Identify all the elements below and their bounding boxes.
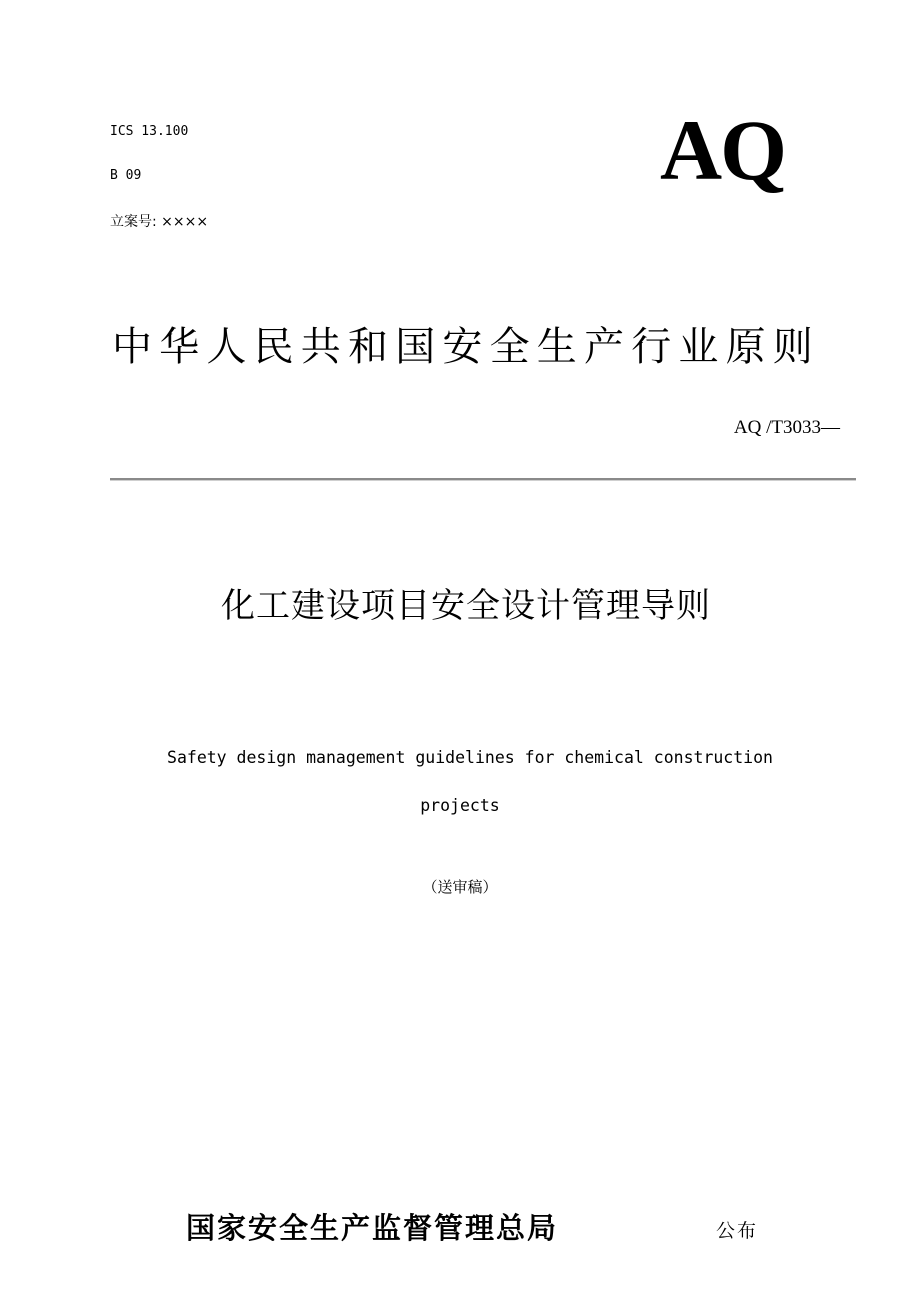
standard-number: AQ /T3033—	[733, 417, 840, 438]
standard-type-heading: 中华人民共和国安全生产行业原则	[112, 324, 820, 370]
draft-status: （送审稿）	[422, 878, 498, 896]
classification-code: B 09	[110, 168, 142, 183]
filing-number: 立案号: ××××	[110, 214, 209, 230]
header-divider	[110, 478, 856, 481]
document-title-english-line2: projects	[420, 796, 500, 815]
document-title-chinese: 化工建设项目安全设计管理导则	[221, 586, 711, 626]
document-title-english-line1: Safety design management guidelines for chemical construction	[167, 748, 773, 767]
publish-label: 公布	[716, 1220, 759, 1242]
aq-logo: AQ	[660, 102, 785, 198]
issuing-authority: 国家安全生产监督管理总局	[186, 1211, 559, 1245]
ics-code: ICS 13.100	[110, 124, 189, 139]
